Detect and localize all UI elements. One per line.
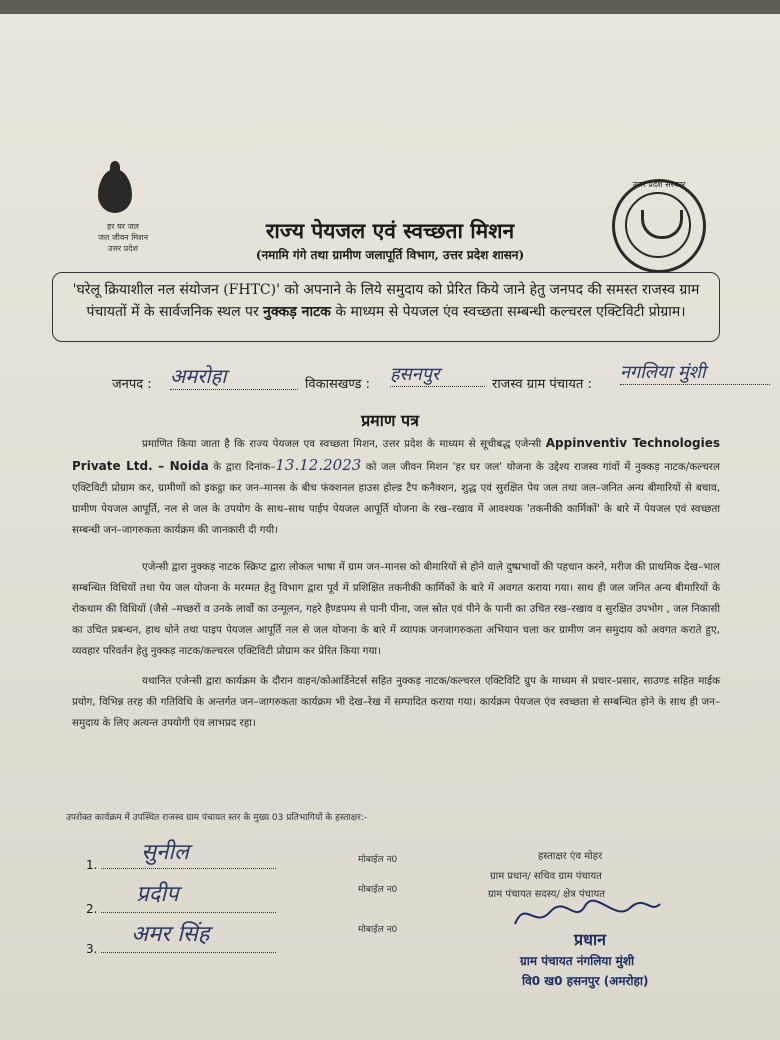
banner-bold-text: नुक्कड़ नाटक: [263, 304, 331, 320]
authority-line-1: ग्राम प्रधान/ सचिव ग्राम पंचायत: [490, 871, 602, 882]
mission-title: राज्य पेयजल एवं स्वच्छता मिशन: [265, 218, 515, 243]
paragraph-2: [72, 557, 720, 662]
certificate-page: [0, 14, 780, 1040]
seal-text: उत्तर प्रदेश सरकार: [632, 180, 686, 189]
gram-panchayat-label: राजस्व ग्राम पंचायत :: [492, 377, 592, 392]
block-value: हसनपुर: [390, 362, 485, 387]
janpad-value: अमरोहा: [170, 362, 298, 390]
paragraph-3: [72, 671, 720, 734]
signatory-name: प्रदीप: [136, 882, 179, 907]
signatory-number: 2.: [86, 902, 98, 916]
mobile-label: मोबाईल न0: [358, 855, 398, 865]
block-field: [390, 362, 485, 387]
signature-line: [101, 882, 276, 913]
certificate-title: प्रमाण पत्र: [361, 411, 419, 430]
signatory-number: 1.: [86, 858, 98, 872]
stamp-title: प्रधान: [574, 930, 606, 949]
program-date: 13.12.2023: [275, 456, 362, 474]
water-drop-icon: [98, 169, 132, 213]
signature-line: [101, 922, 276, 953]
mobile-label: मोबाईल न0: [358, 885, 398, 895]
participants-note: उपरोक्त कार्यक्रम में उपस्थित राजस्व ग्राम पंचायत स्तर के मुख्य 03 प्रतिभागियों के हस्ताक्षर:-: [66, 813, 368, 823]
signature-line: [101, 840, 276, 869]
logo-text-line2: जल जीवन मिशन: [97, 233, 149, 242]
banner-text-1: 'घरेलू क्रियाशील नल संयोजन (FHTC)' को अपनाने के लिये समुदाय को प्रेरित किये जाने हेतु जनपद की समस्त राजस्व ग्राम पंचायतों में के सार्वजनिक स्थल पर: [72, 282, 700, 320]
logo-text-line1: हर घर जल: [107, 222, 139, 231]
signatory-name: सुनील: [141, 840, 189, 865]
paragraph-1: [72, 433, 720, 541]
authority-line-2: ग्राम पंचायत सदस्य/ क्षेत्र पंचायत: [488, 889, 605, 900]
banner-text-2: के माध्यम से पेयजल एंव स्वच्छता सम्बन्धी कल्चरल एक्टिविटी प्रोग्राम।: [330, 304, 686, 320]
para2-text: एजेन्सी द्वारा नुक्कड़ नाटक स्क्रिप्ट द्वारा लोकल भाषा में ग्राम जन–मानस को बीमारियों से होने वाले दुष्प्रभावों की पहचान करने, मरीज की प्राथमिक देख–भाल सम्बन्धित विधियों तथा पेय जल योजना के मरम्मत हेतु विभाग द्वारा पूर्व में प्रशिक्षित तकनीकी कार्मिकों के बारे में अवगत कराया गया। साथ ही जल जनित अन्य बीमारियों के रोकथाम की विधियों (जैसे –मच्छरों व उनके लार्वो का उन्मूलन, गहरे हैण्डपम्प से पानी पीना, जल स्रोत एवं पीने के पानी का उचित रख–रखाव व सुरक्षित उपभोग , जल निकासी का उचित प्रबन्धन, हाथ धोने तथा पाइप पेयजल आपूर्ति नल से जल योजना के बारे में व्यापक जनजागरुकता अभियान चला कर ग्रामीण जन समुदाय को अवगत कराते हुए, व्यवहार परिवर्तन हेतु नुक्कड़ नाटक/कल्चरल एक्टिविटी प्रोग्राम कर प्रेरित किया गया।: [72, 561, 720, 657]
stamp-line-1: ग्राम पंचायत नंगलिया मुंशी: [520, 954, 635, 968]
signatory-2: [86, 882, 276, 916]
stamp-line-2: वि0 ख0 हसनपुर (अमरोहा): [522, 974, 649, 988]
signatory-name: अमर सिंह: [131, 922, 210, 947]
gram-panchayat-value: नगलिया मुंशी: [620, 360, 770, 385]
gram-panchayat-field: [620, 360, 770, 385]
para1-text-c: को जल जीवन मिशन 'हर घर जल' योजना के उद्देश्य राजस्व गांवों में नुक्कड़ नाटक/कल्चरल एक्टिविटी प्रोग्राम कर, ग्रामीणों को इकट्ठा कर जन–मानस के बीच फंक्शनल हाउस होल्ड टैप कनैक्शन, शुद्ध एवं सुरक्षित पेय जल तथा जल–जनित अन्य बीमारियों से बचाव, ग्रामीण पेयजल आपूर्ति, नल से जल के उपयोग के साथ–साथ पाईप पेयजल आपूर्ति योजना के रख–रखाव में आवश्यक 'तकनीकी कार्मिकों' के बारे में पेयजल एवं स्वच्छता सम्बन्धी जन–जागरुकता कार्यक्रम की जानकारी दी गयी।: [72, 461, 721, 536]
mobile-label: मोबाईल न0: [358, 925, 398, 935]
jal-jeevan-mission-logo: [78, 169, 168, 269]
mission-subtitle: (नमामि गंगे तथा ग्रामीण जलापूर्ति विभाग, उत्तर प्रदेश शासन): [255, 248, 525, 262]
up-government-seal: [612, 179, 706, 273]
janpad-field: [170, 362, 298, 390]
program-banner: [52, 272, 720, 342]
sign-and-seal-label: हस्ताक्षर एंव मोहर: [538, 851, 603, 862]
para1-text-a: प्रमाणित किया जाता है कि राज्य पेयजल एव स्वच्छता मिशन, उत्तर प्रदेश के माध्यम से सूचीबद्ध एजेन्सी: [142, 438, 542, 450]
logo-text-line3: उत्तर प्रदेश: [108, 244, 138, 253]
para3-text: यथानित एजेन्सी द्वारा कार्यक्रम के दौरान वाहन/कोआर्डिनेटर्स सहित नुक्कड़ नाटक/कल्चरल एक्टिविटि ग्रुप के माध्यम से प्रचार–प्रसार, साउण्ड सहित माईक प्रयोग, विभिन्न तरह की गतिविधि के अन्तर्गत जन–जागरुकता कार्यक्रम भी देख–रेख में सम्पादित कराया गया। कार्यक्रम पेयजल एंव स्वच्छता से सम्बन्धित होने के साथ ही जन–समुदाय के लिए अत्यन्त उपयोगी एंव लाभप्रद रहा।: [72, 675, 720, 729]
block-label: विकासखण्ड :: [305, 377, 371, 392]
signatory-3: [86, 922, 276, 956]
signatory-1: [86, 840, 276, 872]
signatory-number: 3.: [86, 942, 98, 956]
para1-text-b: के द्वारा दिनांक–: [208, 461, 276, 473]
janpad-label: जनपद :: [112, 377, 152, 392]
agency-name: Appinventiv Technologies Private Ltd. – Noida: [72, 436, 720, 473]
